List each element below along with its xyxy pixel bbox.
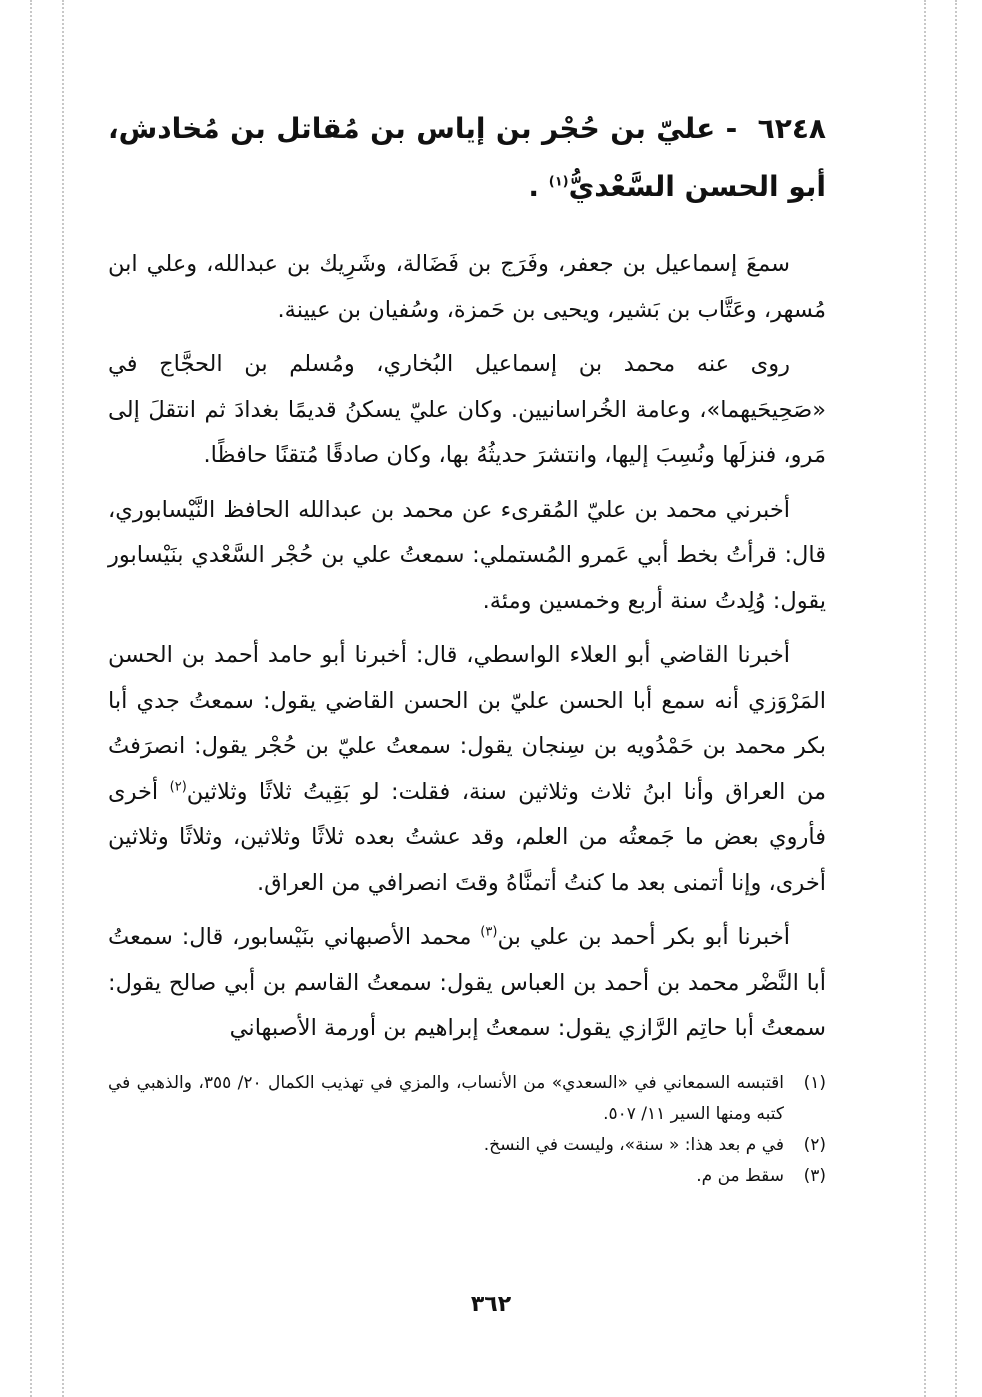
scan-edge-line <box>955 0 957 1397</box>
paragraph-chain-part1: أخبرنا أبو بكر أحمد بن علي بن <box>497 924 790 950</box>
entry-heading <box>108 100 826 216</box>
entry-title-line2: الحسن السَّعْديُّ <box>568 170 779 203</box>
footnote-number: (٣) <box>803 1165 826 1186</box>
book-page <box>108 100 826 1192</box>
scan-edge-line <box>62 0 64 1397</box>
footnotes-section <box>108 1068 826 1192</box>
footnote-text: في م بعد هذا: « سنة»، وليست في النسخ. <box>483 1134 784 1155</box>
footnote <box>108 1161 826 1192</box>
footnote-number: (١) <box>803 1072 826 1093</box>
footnote-text: اقتبسه السمعاني في «السعدي» من الأنساب، والمزي في تهذيب الكمال ٢٠/ ٣٥٥، والذهبي في كتبه ومنها السير ١١/ ٥٠٧. <box>108 1072 784 1124</box>
entry-title-line1: عليّ بن حُجْر بن إياس بن مُقاتل بن مُخادش، أبو <box>108 112 826 203</box>
footnote <box>108 1068 826 1130</box>
footnote-text: سقط من م. <box>696 1165 784 1186</box>
paragraph-birth: أخبرني محمد بن عليّ المُقرىء عن محمد بن عبدالله الحافظ النَّيْسابوري، قال: قرأتُ بخط أبي عَمرو المُستملي: سمعتُ علي بن حُجْر السَّعْدي بنَيْسابور يقول: وُلِدتُ سنة أربع وخمسين ومئة. <box>108 496 826 614</box>
footnote <box>108 1130 826 1161</box>
paragraph-students: روى عنه محمد بن إسماعيل البُخاري، ومُسلم بن الحجَّاج في «صَحِيحَيهما»، وعامة الخُراسانيين. وكان عليّ يسكنُ قديمًا بغدادَ ثم انتقلَ إلى مَرو، فنزلَها ونُسِبَ إليها، وانتشرَ حديثُهُ بها، وكان صادقًا مُتقنًا حافظًا. <box>108 351 826 468</box>
paragraph-chain-part2: محمد الأصبهاني بنَيْسابور، قال: سمعتُ أبا النَّضْر محمد بن أحمد بن العباس يقول: سمعتُ القاسم بن أبي صالح يقول: سمعتُ أبا حاتِم الرَّازي يقول: سمعتُ إبراهيم بن أورمة الأصبهاني <box>108 924 826 1041</box>
paragraph-narration-part1: أخبرنا القاضي أبو العلاء الواسطي، قال: أخبرنا أبو حامد أحمد بن الحسن المَرْوَزي أنه سمع أبا الحسن عليّ بن الحسن القاضي يقول: سمعتُ جدي أبا بكر محمد بن حَمْدُويه بن سِنجان يقول: سمعتُ عليّ بن حُجْر يقول: انصرَفتُ من العراق وأنا ابنُ ثلاث وثلاثين سنة، فقلت: لو بَقِيتُ ثلاثًا وثلاثين <box>108 642 827 805</box>
paragraph-narration <box>108 633 826 906</box>
scan-edge-line <box>924 0 926 1397</box>
footnote-ref-1[interactable]: (١) <box>548 174 569 190</box>
paragraph-chain <box>108 915 826 1052</box>
paragraph-narration-part2: أخرى فأروي بعض ما جَمعتُه من العلم، وقد عشتُ بعده ثلاثًا وثلاثين، وثلاثًا وثلاثين أخرى، وإنا أتمنى بعد ما كنتُ أتمنَّاهُ وقتَ انصرافي من العراق. <box>108 778 826 896</box>
page-number: ٣٦٢ <box>470 1292 512 1317</box>
footnote-ref-3[interactable]: (٣) <box>480 924 498 940</box>
entry-number: ٦٢٤٨ <box>757 112 826 145</box>
scan-edge-line <box>30 0 32 1397</box>
paragraph-teachers: سمعَ إسماعيل بن جعفر، وفَرَج بن فَضَالة، وشَرِيك بن عبدالله، وعلي ابن مُسهر، وعَتَّاب بن بَشير، ويحيى بن حَمزة، وسُفيان بن عيينة. <box>108 251 826 323</box>
footnote-number: (٢) <box>803 1134 826 1155</box>
entry-separator: - <box>725 112 738 145</box>
entry-title-end: . <box>528 170 539 203</box>
footnote-ref-2[interactable]: (٢) <box>169 779 187 794</box>
